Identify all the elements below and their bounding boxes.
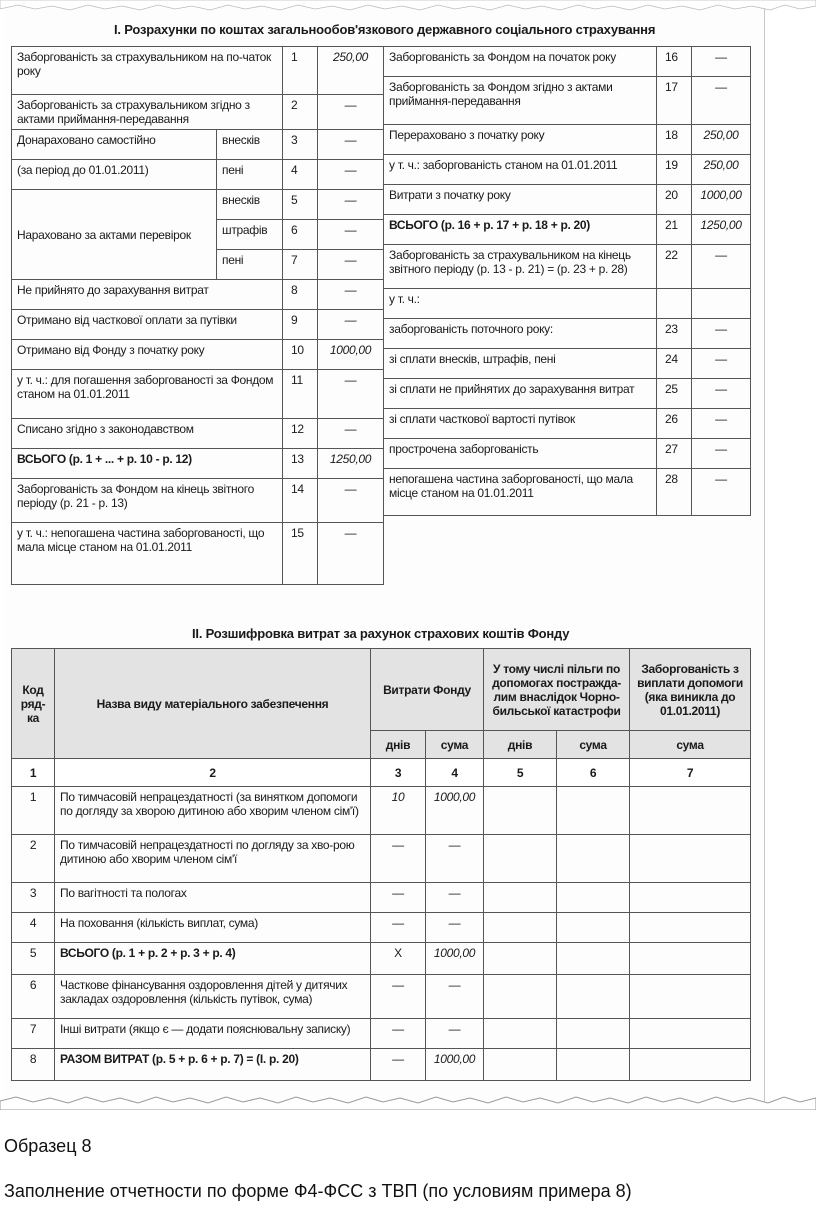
row-label: Заборгованість за страхувальником на кінець звітного періоду (р. 13 - р. 21) = (р. 23 + р. 28) (384, 245, 657, 289)
header-days-2: днів (484, 731, 557, 759)
row-sum: — (426, 883, 484, 913)
row-name: Часткове фінансування оздоровлення дітей у дитячих закладах оздоровлення (кількість путівок, сума) (55, 975, 371, 1019)
section2-row (12, 943, 751, 975)
row-value: — (318, 250, 384, 280)
row-label: Заборгованість за страхувальником згідно з актами приймання-передавання (12, 95, 283, 130)
header-sum-1: сума (426, 731, 484, 759)
section1-right-row (384, 77, 751, 125)
empty-cell (557, 913, 630, 943)
section1-right-row (384, 289, 751, 319)
torn-edge-top (0, 0, 816, 16)
row-name: ВСЬОГО (р. 1 + р. 2 + р. 3 + р. 4) (55, 943, 371, 975)
row-sublabel: пені (217, 160, 283, 190)
row-days: — (371, 883, 426, 913)
row-label: Не прийнято до зарахування витрат (12, 280, 283, 310)
section1-left-row (12, 370, 384, 419)
empty-cell (484, 883, 557, 913)
header-expenses: Витрати Фонду (371, 649, 484, 731)
section2-row (12, 835, 751, 883)
section1-left-row (12, 523, 384, 585)
row-label: непогашена частина заборгованості, що мала місце станом на 01.01.2011 (384, 469, 657, 516)
header-sum-3: сума (630, 731, 751, 759)
section1-left-row (12, 160, 384, 190)
section1-right-row (384, 349, 751, 379)
row-sublabel: внесків (217, 130, 283, 160)
empty-cell (557, 883, 630, 913)
row-label: зі сплати внесків, штрафів, пені (384, 349, 657, 379)
row-label: Отримано від часткової оплати за путівки (12, 310, 283, 340)
row-code: 3 (12, 883, 55, 913)
column-number: 3 (371, 759, 426, 787)
section1-left-table (11, 46, 384, 585)
row-days: 10 (371, 787, 426, 835)
column-numbers-row (12, 759, 751, 787)
section2-row (12, 787, 751, 835)
row-value: 250,00 (692, 155, 751, 185)
row-label: зі сплати часткової вартості путівок (384, 409, 657, 439)
row-label: зі сплати не прийнятих до зарахування витрат (384, 379, 657, 409)
row-sum: — (426, 1019, 484, 1049)
row-name: РАЗОМ ВИТРАТ (р. 5 + р. 6 + р. 7) = (І. р. 20) (55, 1049, 371, 1081)
section2-row (12, 1049, 751, 1081)
section1-left-row (12, 310, 384, 340)
row-value: — (318, 190, 384, 220)
row-code: 5 (283, 190, 318, 220)
row-code: 24 (657, 349, 692, 379)
section1-right-table (383, 46, 751, 516)
row-code: 13 (283, 449, 318, 479)
empty-cell (557, 1049, 630, 1081)
section1-left-row (12, 280, 384, 310)
header-days-1: днів (371, 731, 426, 759)
section1-right-row (384, 47, 751, 77)
section1-right-row (384, 215, 751, 245)
empty-cell (484, 913, 557, 943)
row-days: — (371, 913, 426, 943)
row-sum: — (426, 835, 484, 883)
section2-title: II. Розшифровка витрат за рахунок страхових коштів Фонду (192, 626, 570, 641)
row-label: Донараховано самостійно (12, 130, 217, 160)
row-sum: — (426, 975, 484, 1019)
column-number: 4 (426, 759, 484, 787)
section1-left-row (12, 419, 384, 449)
row-label: Заборгованість за Фондом на початок року (384, 47, 657, 77)
row-days: Х (371, 943, 426, 975)
row-label: ВСЬОГО (р. 16 + р. 17 + р. 18 + р. 20) (384, 215, 657, 245)
row-value: — (318, 220, 384, 250)
row-code: 15 (283, 523, 318, 585)
row-sum: — (426, 913, 484, 943)
section2-row (12, 975, 751, 1019)
section1-left-row (12, 130, 384, 160)
sample-caption: Образец 8 (4, 1136, 92, 1156)
section2-row (12, 883, 751, 913)
section1-right-row (384, 469, 751, 516)
row-code: 4 (12, 913, 55, 943)
row-value: — (318, 419, 384, 449)
row-sublabel: штрафів (217, 220, 283, 250)
row-name: Інші витрати (якщо є — додати пояснювальну записку) (55, 1019, 371, 1049)
row-value: — (318, 370, 384, 419)
empty-cell (557, 835, 630, 883)
row-label: Перераховано з початку року (384, 125, 657, 155)
row-label: Нараховано за актами перевірок (12, 190, 217, 280)
empty-cell (630, 975, 751, 1019)
empty-cell (630, 883, 751, 913)
row-value: 250,00 (692, 125, 751, 155)
empty-cell (630, 913, 751, 943)
empty-cell (484, 787, 557, 835)
empty-cell (484, 835, 557, 883)
row-code: 9 (283, 310, 318, 340)
row-code (657, 289, 692, 319)
row-days: — (371, 835, 426, 883)
row-code: 6 (12, 975, 55, 1019)
empty-cell (630, 1019, 751, 1049)
row-label: Заборгованість за страхувальником на по-чаток року (12, 47, 283, 95)
section1-left-row (12, 190, 384, 220)
section1-left-row (12, 449, 384, 479)
row-value: — (692, 245, 751, 289)
row-code: 26 (657, 409, 692, 439)
row-code: 16 (657, 47, 692, 77)
row-label: Заборгованість за Фондом згідно з актами приймання-передавання (384, 77, 657, 125)
header-chernobyl: У тому числі пільги по допомогах постражда-лим внаслідок Чорно-бильської катастрофи (484, 649, 630, 731)
section1-right-row (384, 155, 751, 185)
row-name: По тимчасовій непрацездатності (за винятком допомоги по догляду за хворою дитиною або хворим членом сім'ї) (55, 787, 371, 835)
empty-cell (557, 1019, 630, 1049)
row-code: 25 (657, 379, 692, 409)
header-code: Код ряд-ка (12, 649, 55, 759)
row-code: 6 (283, 220, 318, 250)
section1-right-row (384, 379, 751, 409)
section1-right-row (384, 185, 751, 215)
empty-cell (484, 1019, 557, 1049)
row-label: Списано згідно з законодавством (12, 419, 283, 449)
section1-right-row (384, 125, 751, 155)
row-code: 2 (283, 95, 318, 130)
empty-cell (557, 943, 630, 975)
empty-cell (484, 1049, 557, 1081)
section1-left-row (12, 47, 384, 95)
row-code: 20 (657, 185, 692, 215)
row-name: По тимчасовій непрацездатності по догляду за хво-рою дитиною або хворим членом сім'ї (55, 835, 371, 883)
row-value: 250,00 (318, 47, 384, 95)
row-label: у т. ч.: заборгованість станом на 01.01.2011 (384, 155, 657, 185)
header-sum-2: сума (557, 731, 630, 759)
row-label: ВСЬОГО (р. 1 + ... + р. 10 - р. 12) (12, 449, 283, 479)
row-sum: 1000,00 (426, 787, 484, 835)
row-value: — (692, 469, 751, 516)
row-code: 14 (283, 479, 318, 523)
row-code: 8 (283, 280, 318, 310)
empty-cell (630, 787, 751, 835)
row-label: у т. ч.: (384, 289, 657, 319)
empty-cell (557, 787, 630, 835)
row-code: 21 (657, 215, 692, 245)
section1-right-row (384, 439, 751, 469)
row-days: — (371, 1019, 426, 1049)
description-caption: Заполнение отчетности по форме Ф4-ФСС з ТВП (по условиям примера 8) (4, 1181, 632, 1201)
section1-left-row (12, 479, 384, 523)
row-value: — (692, 319, 751, 349)
row-code: 11 (283, 370, 318, 419)
row-sublabel: пені (217, 250, 283, 280)
row-code: 5 (12, 943, 55, 975)
empty-cell (557, 975, 630, 1019)
row-name: По вагітності та пологах (55, 883, 371, 913)
row-label: Витрати з початку року (384, 185, 657, 215)
row-code: 19 (657, 155, 692, 185)
row-value: — (692, 349, 751, 379)
row-value (692, 289, 751, 319)
row-code: 18 (657, 125, 692, 155)
section1-title: І. Розрахунки по коштах загальнообов'язкового державного соціального страхування (114, 22, 656, 37)
row-code: 3 (283, 130, 318, 160)
column-number: 1 (12, 759, 55, 787)
header-name: Назва виду матеріального забезпечення (55, 649, 371, 759)
section1-right-row (384, 409, 751, 439)
row-label: прострочена заборгованість (384, 439, 657, 469)
section2-row (12, 913, 751, 943)
row-value: — (318, 95, 384, 130)
row-code: 1 (12, 787, 55, 835)
row-label: заборгованість поточного року: (384, 319, 657, 349)
torn-edge-bottom (0, 1094, 816, 1110)
row-code: 12 (283, 419, 318, 449)
row-value: 1250,00 (692, 215, 751, 245)
column-number: 6 (557, 759, 630, 787)
row-sum: 1000,00 (426, 943, 484, 975)
section1-left-row (12, 95, 384, 130)
row-sublabel: внесків (217, 190, 283, 220)
row-code: 10 (283, 340, 318, 370)
row-label: (за період до 01.01.2011) (12, 160, 217, 190)
header-debt: Заборгованість з виплати допомоги (яка виникла до 01.01.2011) (630, 649, 751, 731)
row-label: у т. ч.: для погашення заборгованості за Фондом станом на 01.01.2011 (12, 370, 283, 419)
empty-cell (630, 835, 751, 883)
row-value: — (692, 409, 751, 439)
row-value: — (318, 479, 384, 523)
section1-left-row (12, 340, 384, 370)
empty-cell (484, 943, 557, 975)
empty-cell (630, 1049, 751, 1081)
row-value: 1000,00 (318, 340, 384, 370)
column-number: 7 (630, 759, 751, 787)
column-number: 2 (55, 759, 371, 787)
row-sum: 1000,00 (426, 1049, 484, 1081)
row-code: 7 (12, 1019, 55, 1049)
row-code: 2 (12, 835, 55, 883)
empty-cell (484, 975, 557, 1019)
row-code: 1 (283, 47, 318, 95)
column-number: 5 (484, 759, 557, 787)
section1-right-row (384, 245, 751, 289)
section2-row (12, 1019, 751, 1049)
row-code: 23 (657, 319, 692, 349)
row-value: — (318, 310, 384, 340)
row-value: — (692, 47, 751, 77)
row-value: — (692, 439, 751, 469)
row-code: 4 (283, 160, 318, 190)
row-code: 28 (657, 469, 692, 516)
row-days: — (371, 975, 426, 1019)
row-value: — (692, 379, 751, 409)
row-value: — (318, 130, 384, 160)
section2-table (11, 648, 751, 1081)
row-code: 8 (12, 1049, 55, 1081)
row-code: 7 (283, 250, 318, 280)
empty-cell (630, 943, 751, 975)
section1-right-row (384, 319, 751, 349)
row-label: Заборгованість за Фондом на кінець звітного періоду (р. 21 - р. 13) (12, 479, 283, 523)
row-name: На поховання (кількість виплат, сума) (55, 913, 371, 943)
row-value: — (318, 523, 384, 585)
row-value: 1250,00 (318, 449, 384, 479)
row-value: 1000,00 (692, 185, 751, 215)
row-days: — (371, 1049, 426, 1081)
row-value: — (692, 77, 751, 125)
row-code: 17 (657, 77, 692, 125)
row-label: у т. ч.: непогашена частина заборгованості, що мала місце станом на 01.01.2011 (12, 523, 283, 585)
row-value: — (318, 160, 384, 190)
row-value: — (318, 280, 384, 310)
row-code: 27 (657, 439, 692, 469)
row-label: Отримано від Фонду з початку року (12, 340, 283, 370)
row-code: 22 (657, 245, 692, 289)
